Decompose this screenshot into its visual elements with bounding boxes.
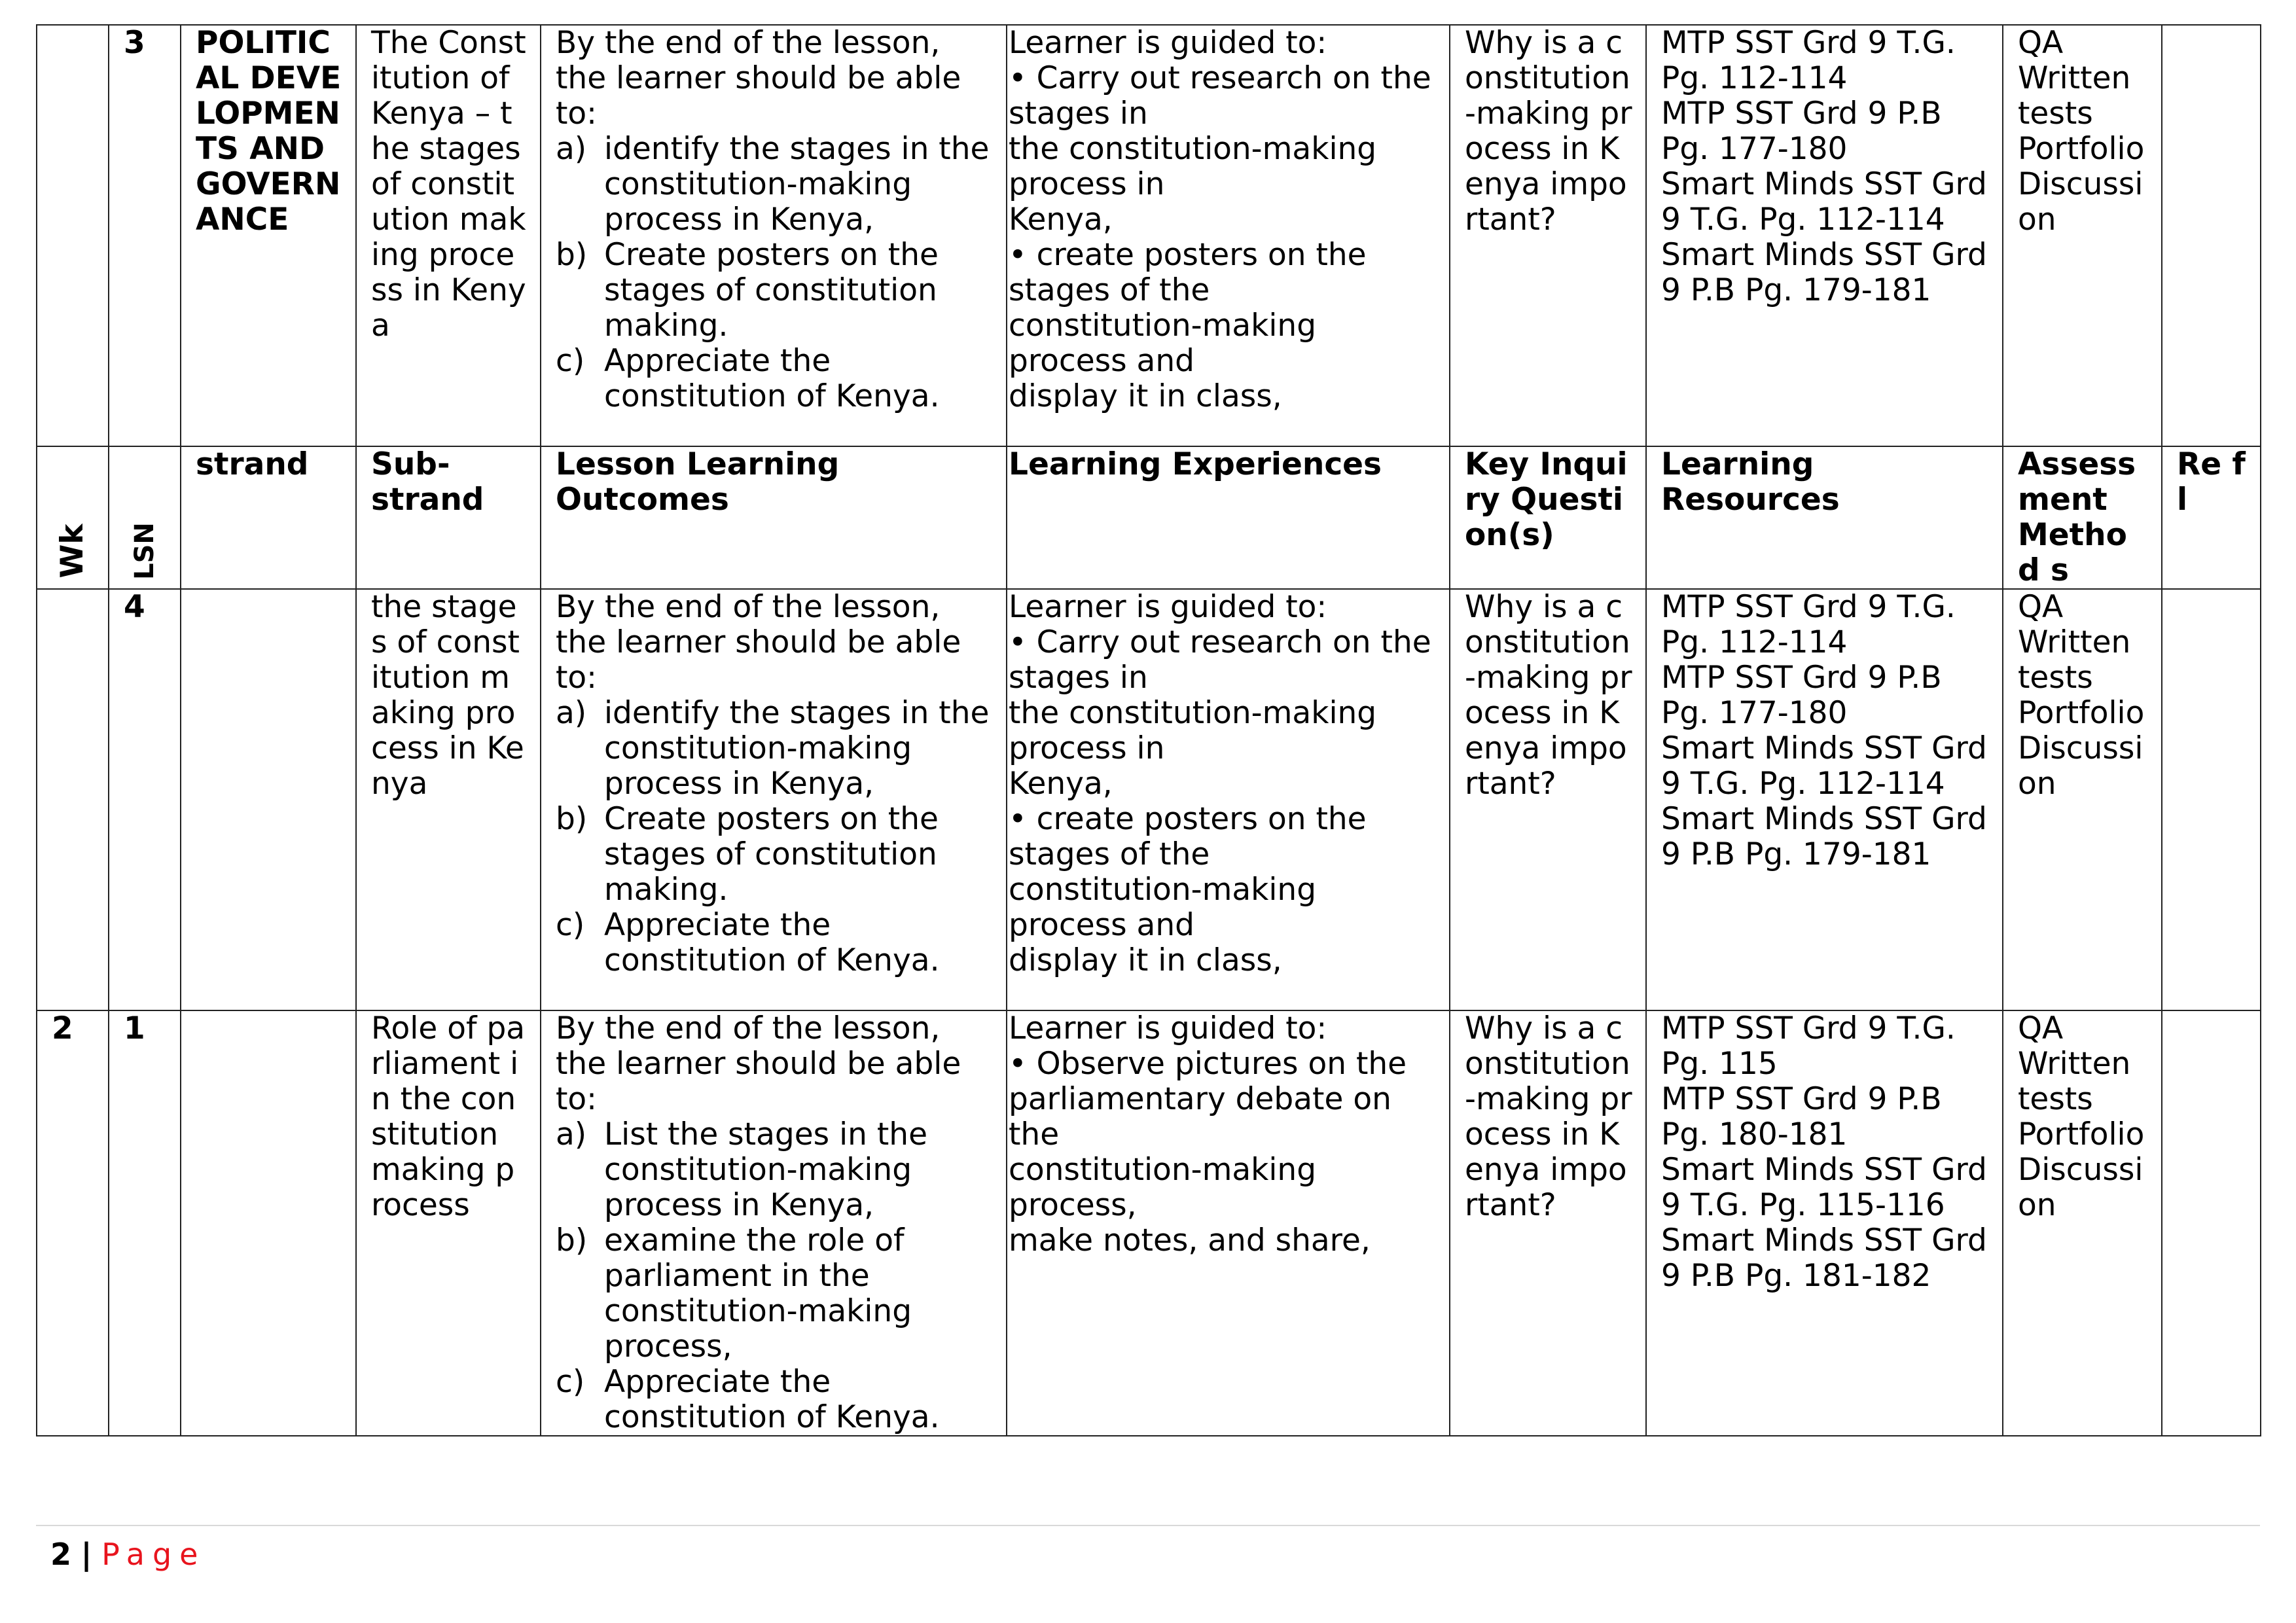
list-marker: a) (556, 131, 587, 167)
outcomes-intro: By the end of the lesson, the learner should be able to: (556, 1010, 961, 1117)
assessment-cell (2003, 25, 2162, 446)
resources-cell (1646, 589, 2003, 1010)
outcomes-list (556, 132, 993, 414)
column-header-sub-strand: Sub-strand (356, 446, 541, 589)
experience-line: • create posters on the stages of the (1009, 801, 1367, 872)
inquiry-cell: Why is a constitution-making process in Kenya important? (1450, 1010, 1646, 1436)
week-header-label: Wk (54, 524, 90, 579)
table-row (37, 589, 2261, 1010)
list-item (556, 1223, 993, 1364)
list-item (556, 132, 993, 238)
lesson-number-cell: 3 (109, 25, 181, 446)
page-separator: | (81, 1537, 92, 1572)
resource-line: MTP SST Grd 9 T.G. Pg. 112-114 (1661, 25, 1956, 96)
experience-line: Learner is guided to: (1009, 589, 1327, 625)
experiences-cell (1007, 589, 1450, 1010)
experience-line: the constitution-making process in (1009, 695, 1377, 766)
list-marker: b) (556, 801, 588, 837)
page-word: Page (101, 1537, 206, 1572)
resource-line: MTP SST Grd 9 T.G. Pg. 115 (1661, 1010, 1956, 1082)
experience-line: • Carry out research on the stages in (1009, 624, 1431, 696)
assessment-line: Discussion (2018, 730, 2144, 802)
reflection-cell (2162, 25, 2261, 446)
assessment-line: Written tests (2018, 624, 2131, 696)
outcome-text: Appreciate the constitution of Kenya. (604, 343, 940, 414)
experience-line: make notes, and share, (1009, 1222, 1371, 1258)
assessment-line: Discussion (2018, 1152, 2144, 1223)
outcomes-intro: By the end of the lesson, the learner should be able to: (556, 589, 961, 696)
list-item (556, 1117, 993, 1223)
experiences-cell (1007, 1010, 1450, 1436)
outcome-text: Appreciate the constitution of Kenya. (604, 907, 940, 978)
experience-line: Learner is guided to: (1009, 1010, 1327, 1046)
outcome-text: Create posters on the stages of constitution making. (604, 237, 939, 344)
week-cell (37, 589, 109, 1010)
lesson-plan-table (36, 24, 2261, 1436)
outcomes-list (556, 696, 993, 978)
experience-line: constitution-making process, (1009, 1152, 1317, 1223)
resource-line: Smart Minds SST Grd 9 P.B Pg. 179-181 (1661, 801, 1987, 872)
assessment-line: QA (2018, 25, 2064, 61)
list-marker: b) (556, 1222, 588, 1258)
column-header-assessment: Assess ment Method s (2003, 446, 2162, 589)
list-marker: c) (556, 1364, 585, 1400)
list-item (556, 802, 993, 908)
experience-line: constitution-making process and (1009, 308, 1317, 379)
experience-line: Kenya, (1009, 202, 1113, 238)
experience-line: display it in class, (1009, 942, 1282, 978)
week-cell: 2 (37, 1010, 109, 1436)
table-row (37, 25, 2261, 446)
lesson-number-cell: 1 (109, 1010, 181, 1436)
outcome-text: identify the stages in the constitution-making process in Kenya, (604, 131, 990, 238)
outcomes-cell (541, 589, 1007, 1010)
outcome-text: identify the stages in the constitution-making process in Kenya, (604, 695, 990, 802)
assessment-line: Written tests (2018, 60, 2131, 132)
lesson-header-label: LSN (130, 522, 160, 580)
experience-line: Learner is guided to: (1009, 25, 1327, 61)
list-marker: a) (556, 1116, 587, 1152)
column-header-experiences: Learning Experiences (1007, 446, 1450, 589)
resources-cell (1646, 25, 2003, 446)
strand-cell (181, 1010, 356, 1436)
list-marker: c) (556, 907, 585, 943)
column-header-reflection: Re fl (2162, 446, 2261, 589)
strand-cell (181, 589, 356, 1010)
assessment-cell (2003, 1010, 2162, 1436)
experience-line: Kenya, (1009, 766, 1113, 802)
resource-line: MTP SST Grd 9 P.B Pg. 177-180 (1661, 660, 1942, 731)
resource-line: Smart Minds SST Grd 9 T.G. Pg. 112-114 (1661, 166, 1987, 238)
assessment-line: QA (2018, 1010, 2064, 1046)
column-header-outcomes: Lesson Learning Outcomes (541, 446, 1007, 589)
outcomes-list (556, 1117, 993, 1435)
resource-line: MTP SST Grd 9 P.B Pg. 180-181 (1661, 1081, 1942, 1152)
inquiry-cell: Why is a constitution-making process in Kenya important? (1450, 25, 1646, 446)
experience-line: the constitution-making process in (1009, 131, 1377, 202)
sub-strand-cell: the stages of constitution making process in Kenya (356, 589, 541, 1010)
assessment-line: Portfolio (2018, 1116, 2145, 1152)
resource-line: Smart Minds SST Grd 9 P.B Pg. 181-182 (1661, 1222, 1987, 1294)
list-item (556, 696, 993, 802)
strand-cell: POLITICAL DEVELOPMENTS AND GOVERNANCE (181, 25, 356, 446)
assessment-line: QA (2018, 589, 2064, 625)
column-header-lesson (109, 446, 181, 589)
resource-line: MTP SST Grd 9 T.G. Pg. 112-114 (1661, 589, 1956, 660)
column-header-resources: Learning Resources (1646, 446, 2003, 589)
assessment-line: Portfolio (2018, 695, 2145, 731)
sub-strand-cell: The Constitution of Kenya – the stages of constitution making process in Kenya (356, 25, 541, 446)
assessment-line: Discussion (2018, 166, 2144, 238)
reflection-cell (2162, 589, 2261, 1010)
assessment-line: Written tests (2018, 1046, 2131, 1117)
resource-line: Smart Minds SST Grd 9 P.B Pg. 179-181 (1661, 237, 1987, 308)
experiences-cell (1007, 25, 1450, 446)
outcome-text: examine the role of parliament in the constitution-making process, (604, 1222, 912, 1364)
lesson-number-cell: 4 (109, 589, 181, 1010)
experience-line: • create posters on the stages of the (1009, 237, 1367, 308)
outcome-text: Appreciate the constitution of Kenya. (604, 1364, 940, 1435)
list-marker: b) (556, 237, 588, 273)
outcome-text: Create posters on the stages of constitution making. (604, 801, 939, 908)
resources-cell (1646, 1010, 2003, 1436)
list-item (556, 1364, 993, 1435)
list-item (556, 344, 993, 414)
page-footer (36, 1525, 2260, 1572)
experience-line: • Carry out research on the stages in (1009, 60, 1431, 132)
assessment-line: Portfolio (2018, 131, 2145, 167)
list-item (556, 908, 993, 978)
list-item (556, 238, 993, 344)
list-marker: a) (556, 695, 587, 731)
experience-line: constitution-making process and (1009, 872, 1317, 943)
assessment-cell (2003, 589, 2162, 1010)
experience-line: display it in class, (1009, 378, 1282, 414)
outcomes-cell (541, 25, 1007, 446)
page-number: 2 (50, 1537, 72, 1572)
outcomes-cell (541, 1010, 1007, 1436)
resource-line: MTP SST Grd 9 P.B Pg. 177-180 (1661, 96, 1942, 167)
outcome-text: List the stages in the constitution-making process in Kenya, (604, 1116, 927, 1223)
inquiry-cell: Why is a constitution-making process in Kenya important? (1450, 589, 1646, 1010)
column-header-strand: strand (181, 446, 356, 589)
resource-line: Smart Minds SST Grd 9 T.G. Pg. 115-116 (1661, 1152, 1987, 1223)
sub-strand-cell: Role of parliament in the constitution making process (356, 1010, 541, 1436)
table-header-row (37, 446, 2261, 589)
table-row (37, 1010, 2261, 1436)
week-cell (37, 25, 109, 446)
column-header-week (37, 446, 109, 589)
page-number-label (50, 1537, 206, 1572)
reflection-cell (2162, 1010, 2261, 1436)
list-marker: c) (556, 343, 585, 379)
footer-divider (36, 1525, 2260, 1526)
resource-line: Smart Minds SST Grd 9 T.G. Pg. 112-114 (1661, 730, 1987, 802)
experience-line: • Observe pictures on the parliamentary debate on the (1009, 1046, 1407, 1152)
column-header-inquiry: Key Inquiry Question(s) (1450, 446, 1646, 589)
outcomes-intro: By the end of the lesson, the learner should be able to: (556, 25, 961, 132)
